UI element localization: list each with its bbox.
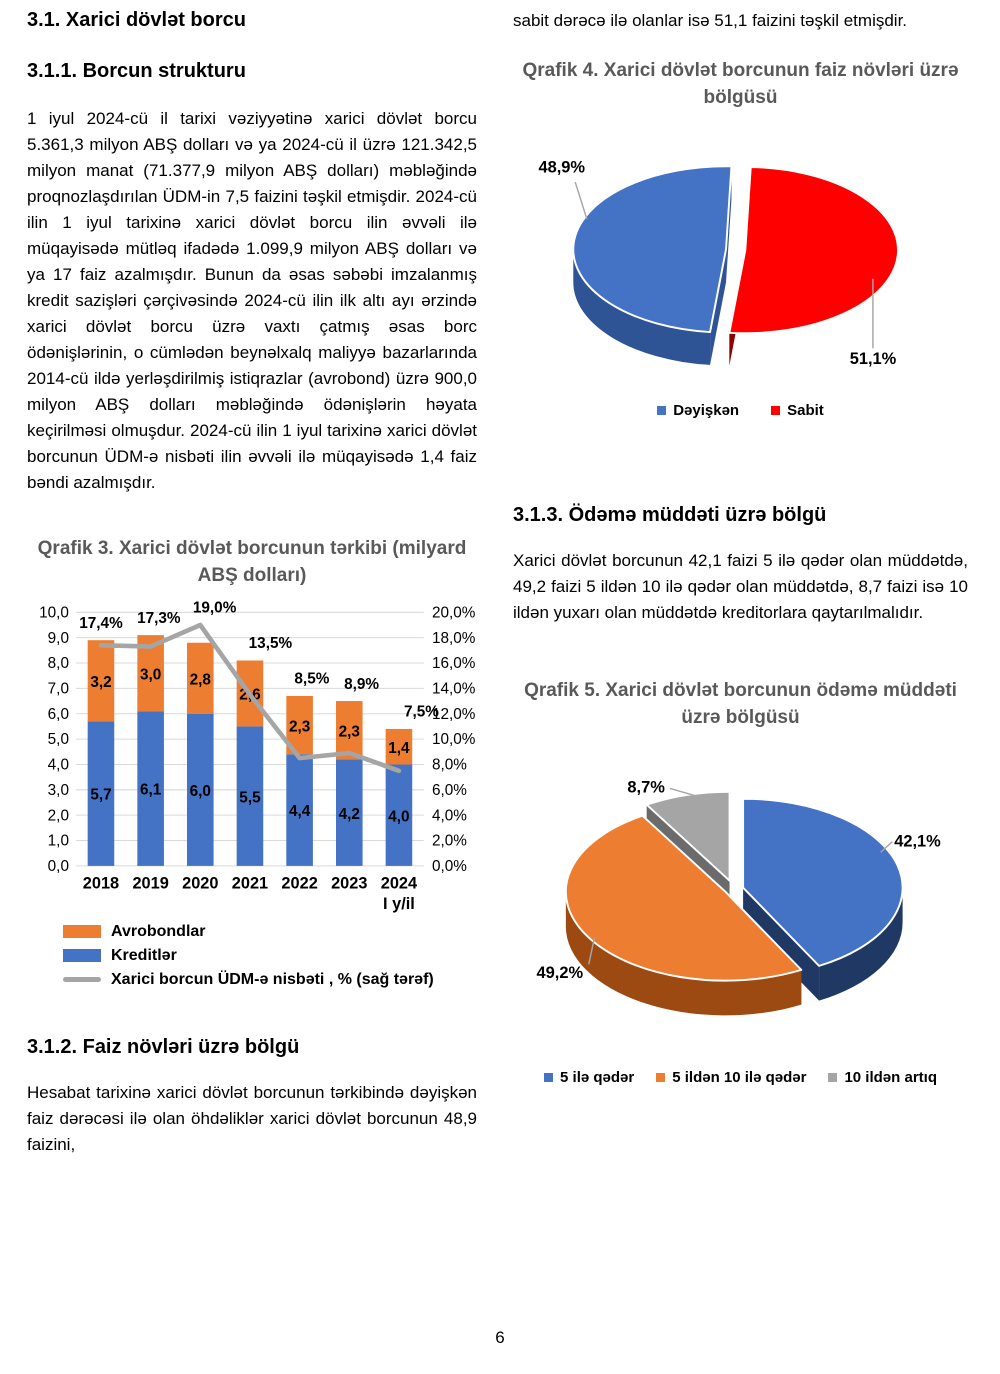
bar-label: 2,3 bbox=[338, 723, 360, 741]
bar-label: 6,1 bbox=[139, 781, 162, 799]
bar-label: 2,6 bbox=[239, 686, 261, 704]
paragraph-continuation: sabit dərəcə ilə olanlar isə 51,1 faizini təşkil etmişdir. bbox=[513, 11, 908, 30]
line-label: 8,5% bbox=[294, 670, 330, 688]
left-axis-tick: 5,0 bbox=[47, 731, 69, 749]
right-axis-tick: 0,0% bbox=[431, 857, 467, 875]
paragraph-debt-structure: 1 iyul 2024-cü il tarixi vəziyyətinə xarici dövlət borcu 5.361,3 milyon ABŞ dolları və ya 2024-cü il üzrə 121.342,5 milyon manat (71.377,9 milyon ABŞ dolları) məbləğində proqnozlaşdırılan ÜDM-in 7,5 faizini təşkil etmişdir. 2024-cü ilin 1 iyul tarixinə xarici dövlət borcu ilin əvvəli ilə müqayisədə mütləq ifadədə 1.099,9 milyon ABŞ dolları və ya 17 faiz azalmışdır. Bunun da əsas səbəbi imzalanmış kredit sazişləri çərçivəsində 2024-cü ilin ilk altı ayı ərzində xarici dövlət borcu üzrə vaxtı çatmış əsas borc ödənişlərinin, o cümlədən beynəlxalq maliyyə bazarlarında 2014-cü ildə yerləşdirilmiş istiqrazlar (avrobond) üzrə 900,0 milyon ABŞ dolları məbləğində ödənişlərin həyata keçirilməsi olmuşdur. 2024-cü ilin 1 iyul tarixinə xarici dövlət borcunun ÜDM-ə nisbəti ilin əvvəli ilə müqayisədə 1,4 faiz bəndi azalmışdır. bbox=[27, 109, 477, 492]
pie-chart-interest-types bbox=[513, 126, 968, 416]
legend-item bbox=[63, 971, 477, 989]
chart5-legend bbox=[513, 1069, 968, 1086]
right-axis-tick: 14,0% bbox=[431, 680, 476, 698]
paragraph-interest-types: Hesabat tarixinə xarici dövlət borcunun tərkibində dəyişkən faiz dərəcəsi ilə olan öhdəliklər xarici dövlət borcunun 48,9 faizini, bbox=[27, 1082, 477, 1154]
legend-swatch bbox=[63, 949, 101, 962]
right-axis-tick: 10,0% bbox=[431, 731, 476, 749]
left-axis-tick: 2,0 bbox=[47, 807, 69, 825]
left-axis-tick: 6,0 bbox=[47, 705, 69, 723]
legend-item bbox=[657, 402, 739, 419]
chart4-block bbox=[513, 58, 968, 419]
page-number: 6 bbox=[495, 1328, 505, 1347]
legend-swatch bbox=[657, 406, 666, 415]
left-axis-tick: 0,0 bbox=[47, 857, 69, 875]
x-axis-label: 2020 bbox=[182, 874, 219, 893]
legend-swatch bbox=[828, 1073, 837, 1082]
x-axis-label: 2021 bbox=[231, 874, 269, 893]
legend-label: Dəyişkən bbox=[673, 401, 740, 419]
line-label: 7,5% bbox=[403, 703, 439, 721]
legend-swatch bbox=[656, 1073, 665, 1082]
section-heading-3-1-2: 3.1.2. Faiz növləri üzrə bölgü bbox=[27, 1035, 300, 1058]
line-label: 17,4% bbox=[79, 614, 123, 632]
legend-label: 5 ilə qədər bbox=[560, 1068, 635, 1086]
line-label: 19,0% bbox=[192, 599, 237, 617]
pie-data-label: 8,7% bbox=[627, 778, 665, 797]
right-axis-tick: 20,0% bbox=[431, 604, 476, 622]
chart4-legend bbox=[513, 402, 968, 419]
left-axis-tick: 4,0 bbox=[47, 756, 69, 774]
pie-data-label: 42,1% bbox=[894, 832, 941, 851]
right-axis-tick: 6,0% bbox=[431, 781, 467, 799]
legend-label: 5 ildən 10 ilə qədər bbox=[672, 1068, 807, 1086]
pie-data-label: 51,1% bbox=[849, 349, 897, 368]
bar-label: 3,2 bbox=[90, 673, 112, 691]
line-label: 17,3% bbox=[137, 609, 181, 627]
chart3-title: Qrafik 3. Xarici dövlət borcunun tərkibi (milyard ABŞ dolları) bbox=[37, 538, 467, 586]
legend-label: Xarici borcun ÜDM-ə nisbəti , % (sağ tərəf) bbox=[111, 970, 434, 988]
right-axis-tick: 16,0% bbox=[431, 655, 476, 673]
legend-swatch bbox=[63, 977, 101, 982]
left-axis-tick: 10,0 bbox=[39, 604, 69, 622]
section-heading-3-1: 3.1. Xarici dövlət borcu bbox=[27, 9, 246, 31]
bar-label: 4,4 bbox=[288, 803, 311, 821]
left-axis-tick: 1,0 bbox=[47, 832, 69, 850]
left-axis-tick: 9,0 bbox=[47, 629, 69, 647]
x-axis-label: 2022 bbox=[281, 874, 318, 893]
legend-swatch bbox=[63, 925, 101, 938]
right-axis-tick: 4,0% bbox=[431, 807, 467, 825]
legend-item bbox=[544, 1069, 634, 1086]
legend-swatch bbox=[544, 1073, 553, 1082]
label-leader-line bbox=[575, 182, 587, 219]
chart4-title: Qrafik 4. Xarici dövlət borcunun faiz növləri üzrə bölgüsü bbox=[522, 60, 959, 108]
left-axis-tick: 8,0 bbox=[47, 655, 69, 673]
section-heading-3-1-1: 3.1.1. Borcun strukturu bbox=[27, 60, 246, 82]
paragraph-maturity: Xarici dövlət borcunun 42,1 faizi 5 ilə qədər olan müddətdə, 49,2 faizi 5 ildən 10 ilə qədər olan müddətdə, 8,7 faizi isə 10 ildən yuxarı olan müddətdə kreditorlara qaytarılmalıdır. bbox=[513, 550, 968, 622]
bar-label: 3,0 bbox=[139, 666, 162, 684]
line-label: 13,5% bbox=[248, 635, 293, 653]
x-axis-label: 2019 bbox=[132, 874, 169, 893]
left-column bbox=[27, 8, 477, 1158]
left-axis-tick: 7,0 bbox=[47, 680, 69, 698]
legend-label: Kreditlər bbox=[111, 946, 177, 964]
bar-label: 5,5 bbox=[239, 789, 261, 807]
legend-item bbox=[656, 1069, 806, 1086]
pie-data-label: 49,2% bbox=[536, 963, 584, 982]
legend-item bbox=[63, 947, 477, 965]
chart5-block bbox=[513, 678, 968, 1086]
pie-data-label: 48,9% bbox=[538, 158, 586, 177]
legend-item bbox=[828, 1069, 937, 1086]
chart3-block bbox=[27, 536, 477, 989]
pie-chart-maturity bbox=[513, 744, 968, 1063]
bar-label: 5,7 bbox=[90, 786, 112, 804]
left-axis-tick: 3,0 bbox=[47, 781, 69, 799]
bar-label: 1,4 bbox=[388, 739, 410, 757]
x-axis-label: 2023 bbox=[331, 874, 368, 893]
right-column bbox=[513, 8, 968, 1086]
bar-label: 2,8 bbox=[189, 671, 211, 689]
x-axis-label: 2024 bbox=[380, 874, 418, 893]
legend-item bbox=[771, 402, 824, 419]
section-heading-3-1-3: 3.1.3. Ödəmə müddəti üzrə bölgü bbox=[513, 503, 827, 526]
bar-label: 2,3 bbox=[288, 718, 311, 736]
legend-label: 10 ildən artıq bbox=[844, 1068, 937, 1086]
legend-item bbox=[63, 923, 477, 941]
bar-label: 4,2 bbox=[338, 805, 360, 823]
legend-label: Avrobondlar bbox=[111, 922, 206, 940]
bar-line-chart bbox=[27, 598, 477, 917]
chart5-title: Qrafik 5. Xarici dövlət borcunun ödəmə müddəti üzrə bölgüsü bbox=[524, 679, 957, 728]
x-axis-sublabel: I y/il bbox=[383, 894, 415, 913]
legend-swatch bbox=[771, 406, 780, 415]
chart3-legend bbox=[63, 923, 477, 989]
right-axis-tick: 12,0% bbox=[431, 705, 476, 723]
bar-label: 4,0 bbox=[388, 808, 410, 826]
right-axis-tick: 18,0% bbox=[431, 629, 476, 647]
line-label: 8,9% bbox=[344, 675, 380, 693]
right-axis-tick: 2,0% bbox=[431, 832, 467, 850]
bar-label: 6,0 bbox=[189, 782, 211, 800]
right-axis-tick: 8,0% bbox=[431, 756, 467, 774]
x-axis-label: 2018 bbox=[82, 874, 120, 893]
legend-label: Sabit bbox=[787, 401, 824, 419]
